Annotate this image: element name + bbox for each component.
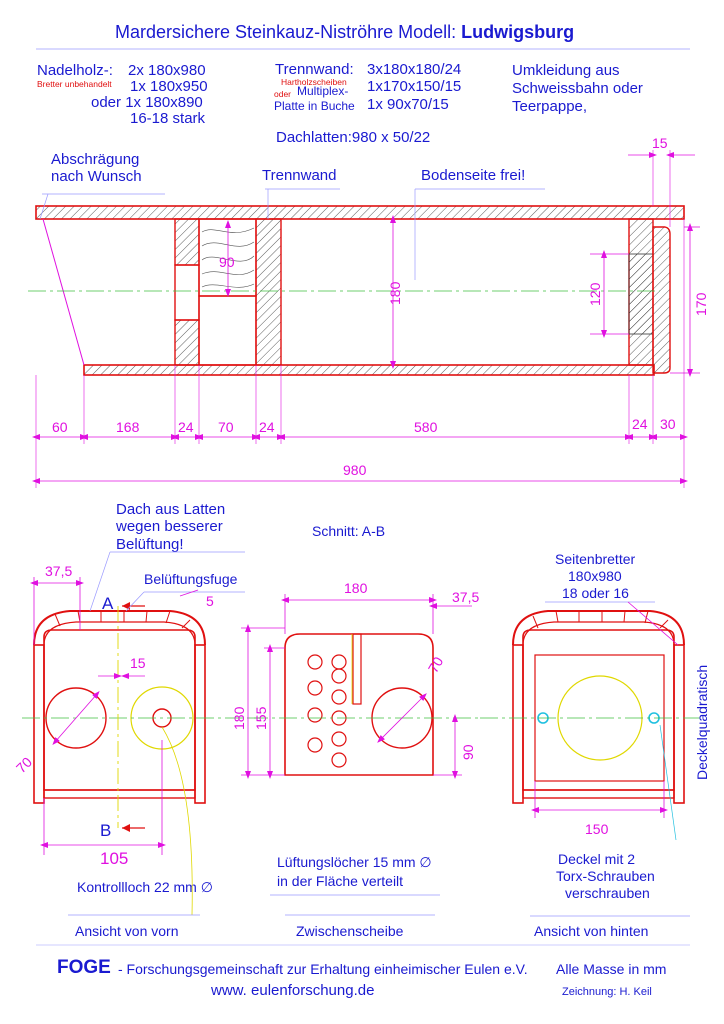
partition-1-upper: [175, 219, 199, 265]
nadelholz-label: Nadelholz-:: [37, 62, 113, 79]
dim-120-side: 120: [587, 282, 603, 306]
back-right-wall: [674, 645, 684, 803]
foge-fullname: - Forschungsgemeinschaft zur Erhaltung einheimischer Eulen e.V.: [118, 961, 528, 977]
dach-note-line-3: Belüftung!: [116, 536, 184, 553]
middle-view-caption: Zwischenscheibe: [296, 923, 404, 939]
vent-hole: [332, 690, 346, 704]
back-insert: [629, 254, 653, 334]
dim-24-a: 24: [178, 419, 194, 435]
nadelholz-note: Bretter unbehandelt: [37, 79, 112, 89]
side-section-view: [28, 135, 709, 488]
middle-dim-37-5: 37,5: [452, 589, 480, 605]
back-lid: [653, 227, 670, 373]
back-dim-150: 150: [585, 821, 609, 837]
vent-hole: [332, 732, 346, 746]
abschraegung-line-2: nach Wunsch: [51, 168, 142, 185]
back-left-wall: [513, 645, 523, 803]
front-view: [13, 552, 260, 915]
front-dimension-lines: [34, 577, 198, 855]
front-roof-laths: [55, 611, 190, 628]
vent-hole: [332, 655, 346, 669]
multiplex-label: Multiplex-: [297, 84, 349, 98]
nadelholz-line-2: 1x 180x950: [130, 78, 208, 95]
front-view-caption: Ansicht von vorn: [75, 923, 179, 939]
nadelholz-line-4: 16-18 stark: [130, 110, 206, 127]
dim-168: 168: [116, 419, 140, 435]
umkleidung-line-3: Teerpappe,: [512, 98, 588, 115]
vent-hole: [308, 681, 322, 695]
dim-170-side: 170: [693, 292, 709, 316]
oder-note: oder: [274, 89, 292, 99]
front-dim-5: 5: [206, 593, 214, 609]
foge-logo-text: FOGE: [57, 957, 111, 978]
dim-980: 980: [343, 462, 367, 478]
deckel-line-3: verschrauben: [565, 885, 650, 901]
middle-dim-180-side: 180: [231, 706, 247, 730]
middle-dimension-lines: [241, 594, 472, 775]
front-left-wall: [34, 645, 44, 803]
umkleidung-line-1: Umkleidung aus: [512, 62, 620, 79]
back-view-caption: Ansicht von hinten: [534, 923, 649, 939]
back-board: [523, 630, 674, 790]
title-prefix: Mardersichere Steinkauz-Niströhre Modell:: [115, 22, 462, 42]
front-dim-105: 105: [100, 849, 129, 868]
dim-24-c: 24: [632, 416, 648, 432]
partition-2: [256, 219, 281, 365]
front-roof-inner: [44, 622, 195, 645]
front-dimension-texts: [13, 563, 214, 868]
dach-note-line-1: Dach aus Latten: [116, 501, 226, 518]
leader-fuge-v: [126, 592, 144, 611]
title-model: Ludwigsburg: [461, 22, 575, 42]
leader-kontrollloch: [162, 727, 192, 915]
middle-view: [231, 580, 480, 915]
lueftung-line-2: in der Fläche verteilt: [277, 873, 404, 889]
dim-90-side: 90: [219, 254, 235, 270]
trennwand-line-1: 3x180x180/24: [367, 61, 462, 78]
marker-b: B: [100, 821, 112, 840]
dim-24-b: 24: [259, 419, 275, 435]
trennwand-line-3: 1x 90x70/15: [367, 96, 449, 113]
seitenbretter-line-2: 180x980: [568, 568, 622, 584]
nadelholz-line-3: oder 1x 180x890: [91, 94, 203, 111]
front-roof-outer: [34, 611, 205, 645]
bodenseite-callout: Bodenseite frei!: [421, 167, 526, 184]
front-dim-37-5: 37,5: [45, 563, 73, 579]
drawn-by: Zeichnung: H. Keil: [562, 986, 652, 998]
trennwand-callout: Trennwand: [262, 167, 337, 184]
trennwand-line-2: 1x170x150/15: [367, 78, 462, 95]
marker-b-arrow: [122, 824, 130, 832]
side-dimension-texts: [52, 135, 709, 478]
website-text: www. eulenforschung.de: [211, 982, 375, 999]
dim-70: 70: [218, 419, 234, 435]
dim-15-top: 15: [652, 135, 668, 151]
divider-slot: [353, 634, 361, 704]
vent-hole: [332, 669, 346, 683]
trennwand-label: Trennwand:: [275, 61, 354, 78]
front-board: [44, 630, 195, 790]
nadelholz-line-1: 2x 180x980: [128, 62, 206, 79]
seitenbretter-line-1: Seitenbretter: [555, 551, 636, 567]
slope-line: [43, 219, 84, 365]
dim-60: 60: [52, 419, 68, 435]
marker-a-arrow: [122, 602, 130, 610]
deckel-line-1: Deckel mit 2: [558, 851, 636, 867]
seitenbretter-line-3: 18 oder 16: [562, 585, 629, 601]
middle-opening: [199, 296, 256, 365]
back-floor: [523, 790, 674, 798]
back-view: [480, 602, 710, 916]
middle-dim-90: 90: [460, 744, 476, 760]
vent-hole: [308, 708, 322, 722]
schnitt-label: Schnitt: A-B: [312, 523, 386, 539]
deckel-line-2: Torx-Schrauben: [556, 868, 655, 884]
belueftungsfuge-label: Belüftungsfuge: [144, 571, 238, 587]
back-roof-inner: [523, 622, 674, 645]
buche-label: Platte in Buche: [274, 99, 355, 113]
dachlatten-spec: Dachlatten:980 x 50/22: [276, 129, 431, 146]
dim-30: 30: [660, 416, 676, 432]
middle-dim-180: 180: [344, 580, 368, 596]
umkleidung-line-2: Schweissbahn oder: [512, 80, 643, 97]
middle-dim-155: 155: [253, 706, 269, 730]
lueftung-line-1: Lüftungslöcher 15 mm ∅: [277, 854, 432, 870]
hartholz-note: Hartholzscheiben: [281, 77, 347, 87]
dim-180-side: 180: [387, 281, 403, 305]
dim-580: 580: [414, 419, 438, 435]
units-note: Alle Masse in mm: [556, 961, 667, 977]
vent-hole: [332, 753, 346, 767]
partition-1-opening: [175, 265, 199, 320]
front-right-wall: [195, 645, 205, 803]
vent-hole: [308, 738, 322, 752]
back-dimension-lines: [535, 602, 678, 818]
dach-note-line-2: wegen besserer: [116, 518, 223, 535]
middle-dimension-texts: [231, 580, 479, 760]
bottom-board: [84, 365, 654, 375]
front-floor: [44, 790, 195, 798]
vent-hole: [308, 655, 322, 669]
front-dim-70: 70: [12, 753, 36, 777]
abschraegung-line-1: Abschrägung: [51, 151, 140, 168]
deckel-quadratisch-label: Deckelquadratisch: [694, 664, 710, 780]
kontrollloch-label: Kontrollloch 22 mm ∅: [77, 879, 213, 895]
marker-a: A: [102, 594, 114, 613]
middle-dim-70: 70: [424, 654, 447, 676]
partition-1-lower: [175, 320, 199, 365]
front-dim-15: 15: [130, 655, 146, 671]
top-board: [36, 206, 684, 219]
ventilation-holes: [308, 655, 346, 767]
